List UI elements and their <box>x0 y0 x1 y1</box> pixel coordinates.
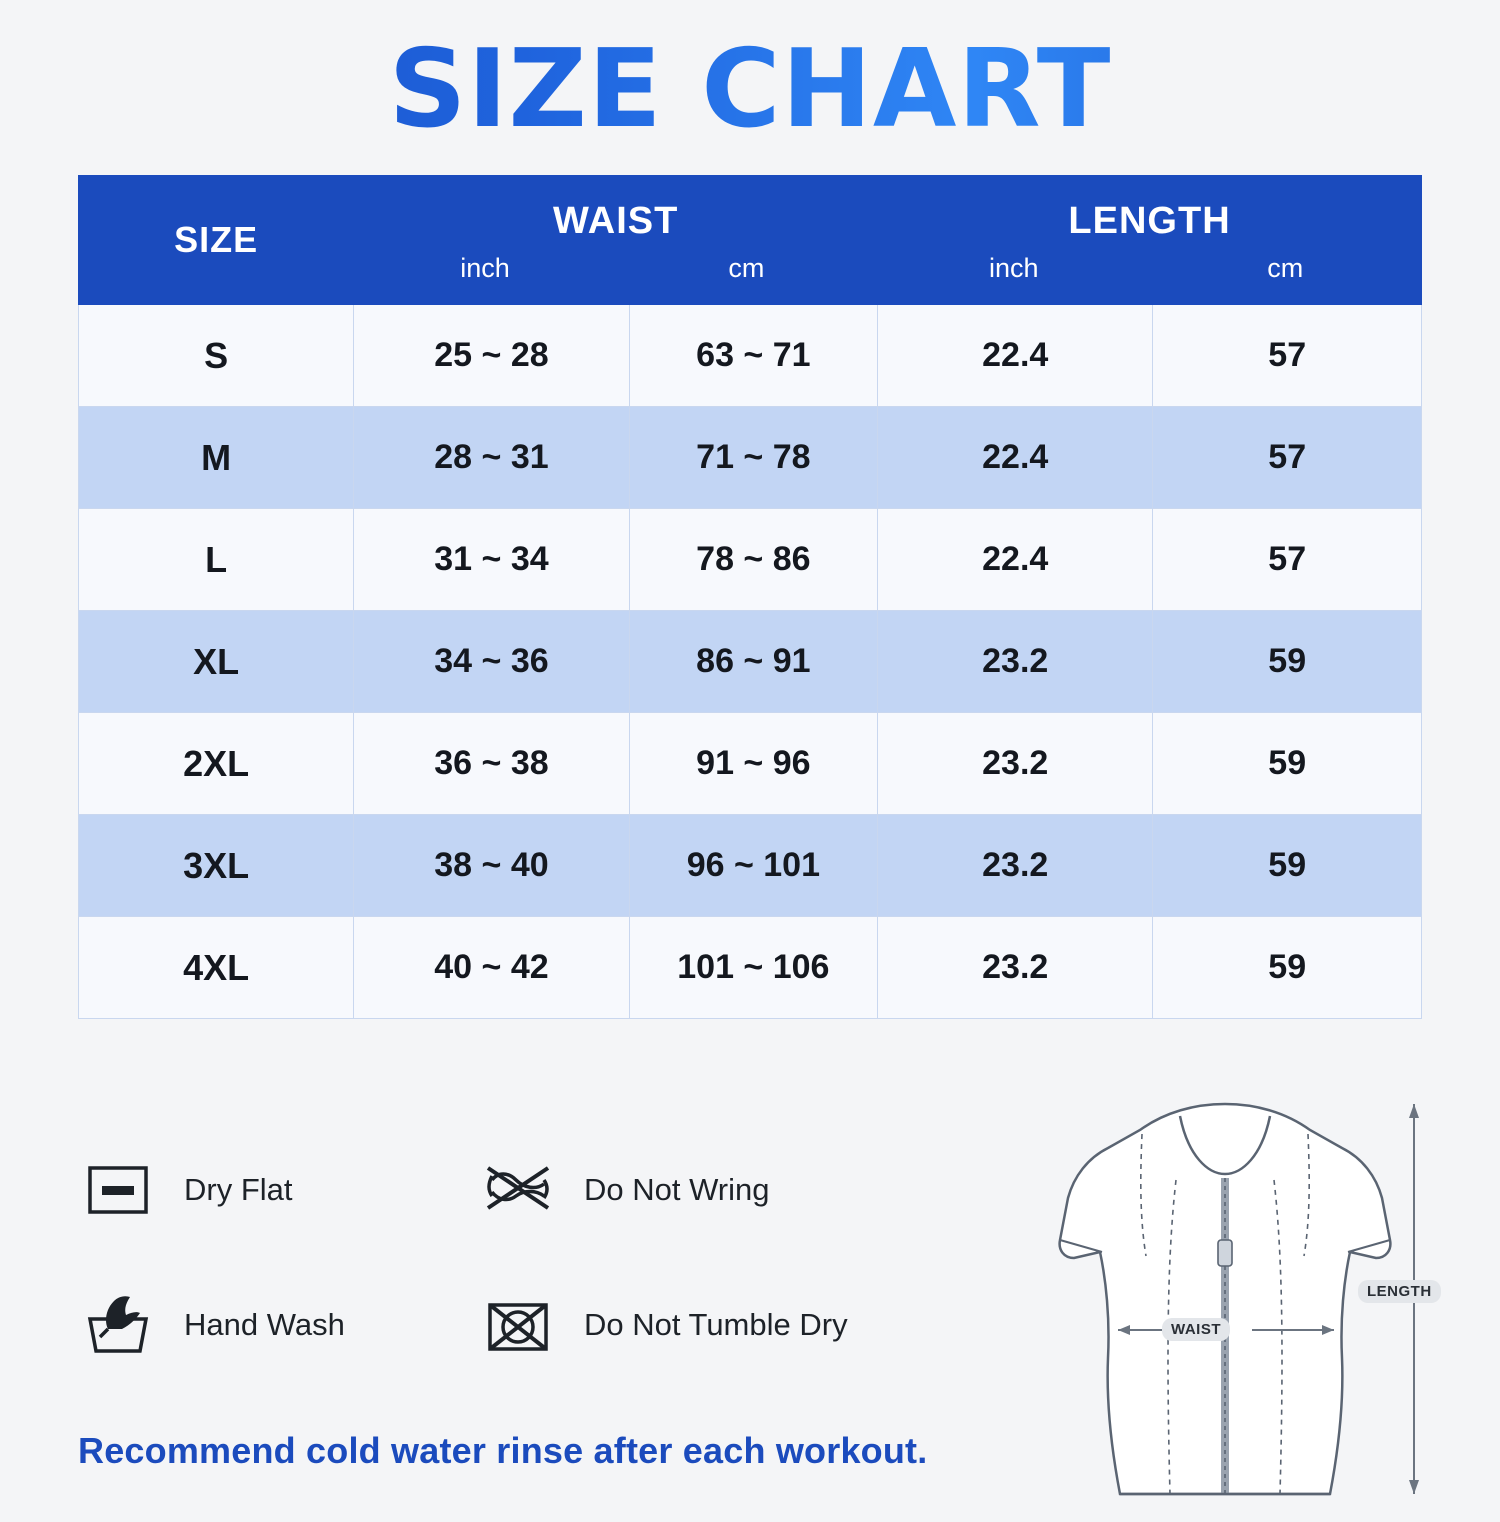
dry-flat-icon <box>78 1150 158 1230</box>
cell-length-cm: 57 <box>1153 509 1422 611</box>
cell-size: 4XL <box>79 917 354 1019</box>
cell-waist-cm: 71 ~ 78 <box>629 407 877 509</box>
table-header-row <box>79 176 1422 305</box>
cell-waist-inch: 40 ~ 42 <box>354 917 629 1019</box>
care-label: Hand Wash <box>184 1306 345 1342</box>
header-cell-waist <box>354 176 878 305</box>
cell-waist-cm: 78 ~ 86 <box>629 509 877 611</box>
cell-waist-inch: 25 ~ 28 <box>354 305 629 407</box>
header-label-waist: WAIST <box>553 200 679 242</box>
cell-length-inch: 22.4 <box>878 509 1153 611</box>
header-cell-length <box>878 176 1422 305</box>
length-measure-tag: LENGTH <box>1358 1280 1441 1303</box>
cell-length-inch: 22.4 <box>878 407 1153 509</box>
cell-waist-cm: 101 ~ 106 <box>629 917 877 1019</box>
cell-size: M <box>79 407 354 509</box>
cell-length-cm: 57 <box>1153 407 1422 509</box>
cell-length-cm: 59 <box>1153 815 1422 917</box>
cell-size: S <box>79 305 354 407</box>
do-not-tumble-dry-icon <box>478 1285 558 1365</box>
table-row <box>79 305 1422 407</box>
cell-waist-inch: 36 ~ 38 <box>354 713 629 815</box>
care-item-dry-flat <box>78 1150 478 1230</box>
table-row <box>79 611 1422 713</box>
care-item-do-not-tumble-dry <box>478 1285 1038 1365</box>
cell-length-cm: 59 <box>1153 917 1422 1019</box>
care-item-hand-wash <box>78 1285 478 1365</box>
cell-size: 3XL <box>79 815 354 917</box>
care-label: Do Not Wring <box>584 1171 770 1207</box>
garment-diagram <box>990 1090 1460 1510</box>
header-cell-size <box>79 176 354 305</box>
table-row <box>79 509 1422 611</box>
cell-waist-cm: 86 ~ 91 <box>629 611 877 713</box>
table-row <box>79 917 1422 1019</box>
header-label-size: SIZE <box>174 219 259 260</box>
cell-size: L <box>79 509 354 611</box>
care-instructions <box>78 1122 1038 1472</box>
cell-waist-inch: 34 ~ 36 <box>354 611 629 713</box>
cell-waist-inch: 31 ~ 34 <box>354 509 629 611</box>
care-item-do-not-wring <box>478 1150 1038 1230</box>
cell-waist-cm: 96 ~ 101 <box>629 815 877 917</box>
header-sub-length-inch: inch <box>989 253 1039 283</box>
do-not-wring-icon <box>478 1150 558 1230</box>
cell-waist-inch: 28 ~ 31 <box>354 407 629 509</box>
cell-size: 2XL <box>79 713 354 815</box>
table-row <box>79 713 1422 815</box>
cell-length-inch: 23.2 <box>878 815 1153 917</box>
cell-length-inch: 22.4 <box>878 305 1153 407</box>
cell-length-inch: 23.2 <box>878 917 1153 1019</box>
waist-measure-tag: WAIST <box>1162 1318 1230 1341</box>
cell-length-inch: 23.2 <box>878 611 1153 713</box>
header-label-length: LENGTH <box>1068 200 1231 242</box>
recommendation-text: Recommend cold water rinse after each workout. <box>78 1430 928 1471</box>
cell-length-cm: 59 <box>1153 611 1422 713</box>
cell-waist-cm: 63 ~ 71 <box>629 305 877 407</box>
table-row <box>79 407 1422 509</box>
cell-waist-inch: 38 ~ 40 <box>354 815 629 917</box>
header-sub-waist-cm: cm <box>728 253 765 283</box>
size-chart-table <box>78 175 1422 1019</box>
care-label: Dry Flat <box>184 1171 293 1207</box>
cell-length-cm: 57 <box>1153 305 1422 407</box>
care-label: Do Not Tumble Dry <box>584 1306 848 1342</box>
cell-size: XL <box>79 611 354 713</box>
hand-wash-icon <box>78 1285 158 1365</box>
page-title: SIZE CHART <box>0 22 1500 157</box>
cell-length-inch: 23.2 <box>878 713 1153 815</box>
cell-length-cm: 59 <box>1153 713 1422 815</box>
header-sub-waist-inch: inch <box>460 253 510 283</box>
header-sub-length-cm: cm <box>1267 253 1304 283</box>
size-chart-table-container <box>78 175 1422 1019</box>
table-row <box>79 815 1422 917</box>
cell-waist-cm: 91 ~ 96 <box>629 713 877 815</box>
